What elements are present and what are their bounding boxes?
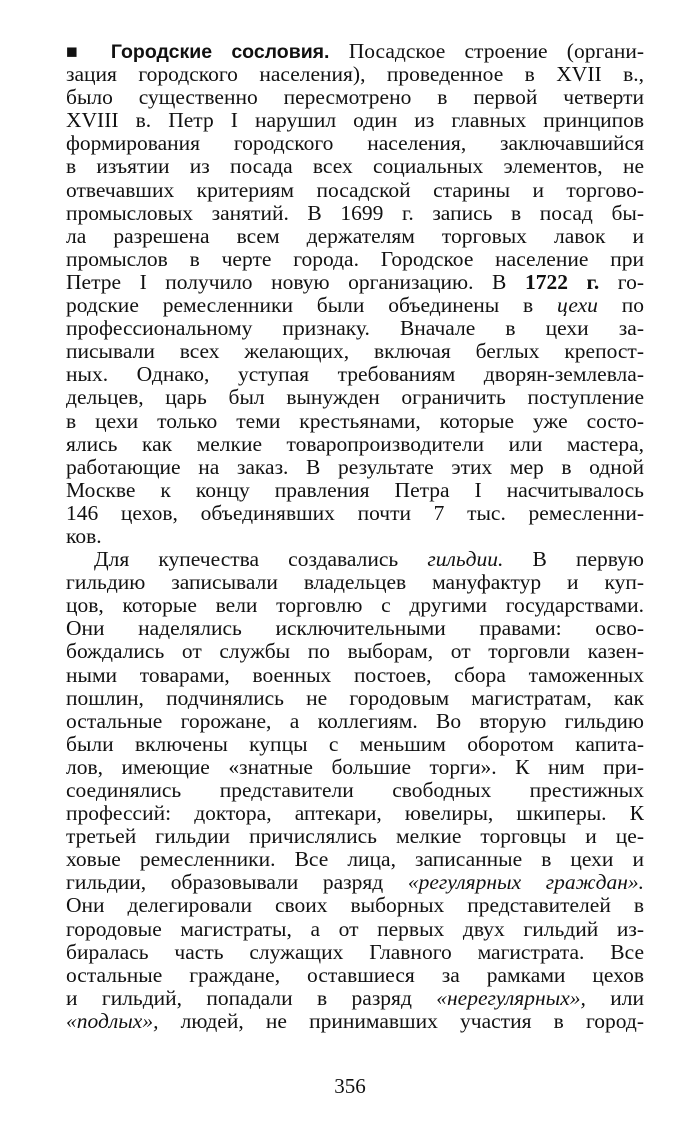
text-line	[66, 871, 644, 894]
text-line	[66, 317, 644, 340]
text-line	[66, 617, 644, 640]
text-run: промыслов в черте города. Городское население при	[66, 246, 644, 271]
italic-term: «нерегулярных»,	[436, 985, 586, 1010]
text-run: ных. Однако, уступая требованиям дворян-землевла-	[66, 362, 644, 387]
text-run: формирования городского населения, заключавшийся	[66, 131, 644, 156]
text-line	[66, 179, 644, 202]
text-line	[66, 1010, 644, 1033]
text-line	[66, 664, 644, 687]
text-line	[66, 640, 644, 663]
text-run: гильдии, образовывали разряд	[66, 870, 408, 895]
italic-term: «подлых»,	[66, 1008, 159, 1033]
text-run: 146 цехов, объединявших почти 7 тыс. ремесленни-	[66, 500, 644, 525]
text-run: третьей гильдии причислялись мелкие торговцы и це-	[66, 824, 644, 849]
text-run: зация городского населения), проведенное в XVII в.,	[66, 62, 644, 87]
text-line	[66, 202, 644, 225]
text-run: ла разрешена всем держателям торговых лавок и	[66, 223, 644, 248]
text-run: отвечавших критериям посадской старины и торгово-	[66, 177, 644, 202]
text-line	[66, 525, 644, 548]
text-run: Они делегировали своих выборных представителей в	[66, 893, 644, 918]
italic-term: «регулярных граждан».	[407, 870, 644, 895]
text-line	[66, 386, 644, 409]
text-run: Посадское строение (органи-	[329, 39, 644, 63]
text-run: остальные горожане, а коллегиям. Во вторую гильдию	[66, 708, 644, 733]
text-line	[66, 294, 644, 317]
text-run: ялись как мелкие товаропроизводители или мастера,	[66, 431, 644, 456]
text-run: лов, имеющие «знатные большие торги». К ним при-	[66, 754, 644, 779]
section-lead-line	[66, 40, 644, 63]
text-line	[66, 848, 644, 871]
text-run: цов, которые вели торговлю с другими государствами.	[66, 593, 644, 618]
text-run: профессий: доктора, аптекари, ювелиры, шкиперы. К	[66, 801, 644, 826]
text-run: дельцев, царь был вынужден ограничить поступление	[66, 385, 644, 410]
text-run: биралась часть служащих Главного магистрата. Все	[66, 939, 644, 964]
text-line	[66, 410, 644, 433]
text-run: промысловых занятий. В 1699 г. запись в посад бы-	[66, 200, 644, 225]
text-run: Москве к концу правления Петра I насчитывалось	[66, 477, 644, 502]
text-line	[66, 594, 644, 617]
text-line	[66, 433, 644, 456]
text-line	[66, 779, 644, 802]
italic-term: цехи	[557, 293, 598, 318]
text-line	[66, 502, 644, 525]
text-run: ховые ремесленники. Все лица, записанные в цехи и	[66, 847, 644, 872]
section-heading: ■ Городские сословия.	[66, 41, 330, 63]
text-line	[66, 918, 644, 941]
text-body	[66, 40, 644, 1033]
text-run: В первую	[503, 547, 644, 572]
text-line	[66, 248, 644, 271]
text-run: пошлин, подчинялись не городовым магистратам, как	[66, 685, 644, 710]
text-line	[66, 456, 644, 479]
text-line	[66, 687, 644, 710]
text-run: Для купечества создавались	[94, 547, 428, 572]
text-line	[66, 271, 644, 294]
text-line	[66, 825, 644, 848]
text-run: профессиональному признаку. Вначале в цехи за-	[66, 316, 644, 341]
text-run: Петре I получило новую организацию. В	[66, 269, 525, 294]
text-run: остальные граждане, оставшиеся за рамками цехов	[66, 962, 644, 987]
text-run: были включены купцы с меньшим оборотом капита-	[66, 731, 644, 756]
text-run: писывали всех желающих, включая беглых крепост-	[66, 339, 644, 364]
text-run: и гильдий, попадали в разряд	[66, 985, 437, 1010]
text-line	[66, 479, 644, 502]
text-line	[66, 225, 644, 248]
text-run: по	[597, 293, 644, 318]
text-line	[66, 756, 644, 779]
text-line	[66, 571, 644, 594]
text-line	[66, 132, 644, 155]
page-number: 356	[334, 1074, 366, 1098]
text-line	[66, 941, 644, 964]
text-run: го-	[599, 269, 644, 294]
text-line	[66, 155, 644, 178]
text-run: ков.	[66, 523, 102, 548]
text-line	[66, 86, 644, 109]
text-line	[66, 964, 644, 987]
document-page	[66, 40, 644, 1033]
text-line	[66, 802, 644, 825]
text-run: или	[585, 985, 644, 1010]
text-line	[66, 363, 644, 386]
text-run: в цехи только теми крестьянами, которые уже состо-	[66, 408, 644, 433]
text-line	[66, 548, 644, 571]
text-line	[66, 109, 644, 132]
text-run: Они наделялись исключительными правами: осво-	[66, 616, 644, 641]
text-line	[66, 894, 644, 917]
text-run: XVIII в. Петр I нарушил один из главных принципов	[66, 108, 644, 133]
text-line	[66, 987, 644, 1010]
text-run: соединялись представители свободных престижных	[66, 778, 644, 802]
text-run: людей, не принимавших участия в город-	[158, 1008, 644, 1033]
text-run: в изъятии из посада всех социальных элементов, не	[66, 154, 644, 179]
text-line	[66, 63, 644, 86]
text-run: городовые магистраты, а от первых двух гильдий из-	[66, 916, 644, 941]
text-run: ными товарами, военных постоев, сбора таможенных	[66, 662, 644, 687]
italic-term: гильдии.	[427, 547, 504, 572]
text-run: гильдию записывали владельцев мануфактур и куп-	[66, 570, 644, 595]
text-line	[66, 340, 644, 363]
text-run: родские ремесленники были объединены в	[66, 293, 558, 318]
bold-term: 1722 г.	[524, 269, 600, 294]
text-line	[66, 733, 644, 756]
text-line	[66, 710, 644, 733]
text-run: было существенно пересмотрено в первой четверти	[66, 85, 644, 110]
text-run: работающие на заказ. В результате этих мер в одной	[66, 454, 644, 479]
text-run: бождались от службы по выборам, от торговли казен-	[66, 639, 644, 664]
